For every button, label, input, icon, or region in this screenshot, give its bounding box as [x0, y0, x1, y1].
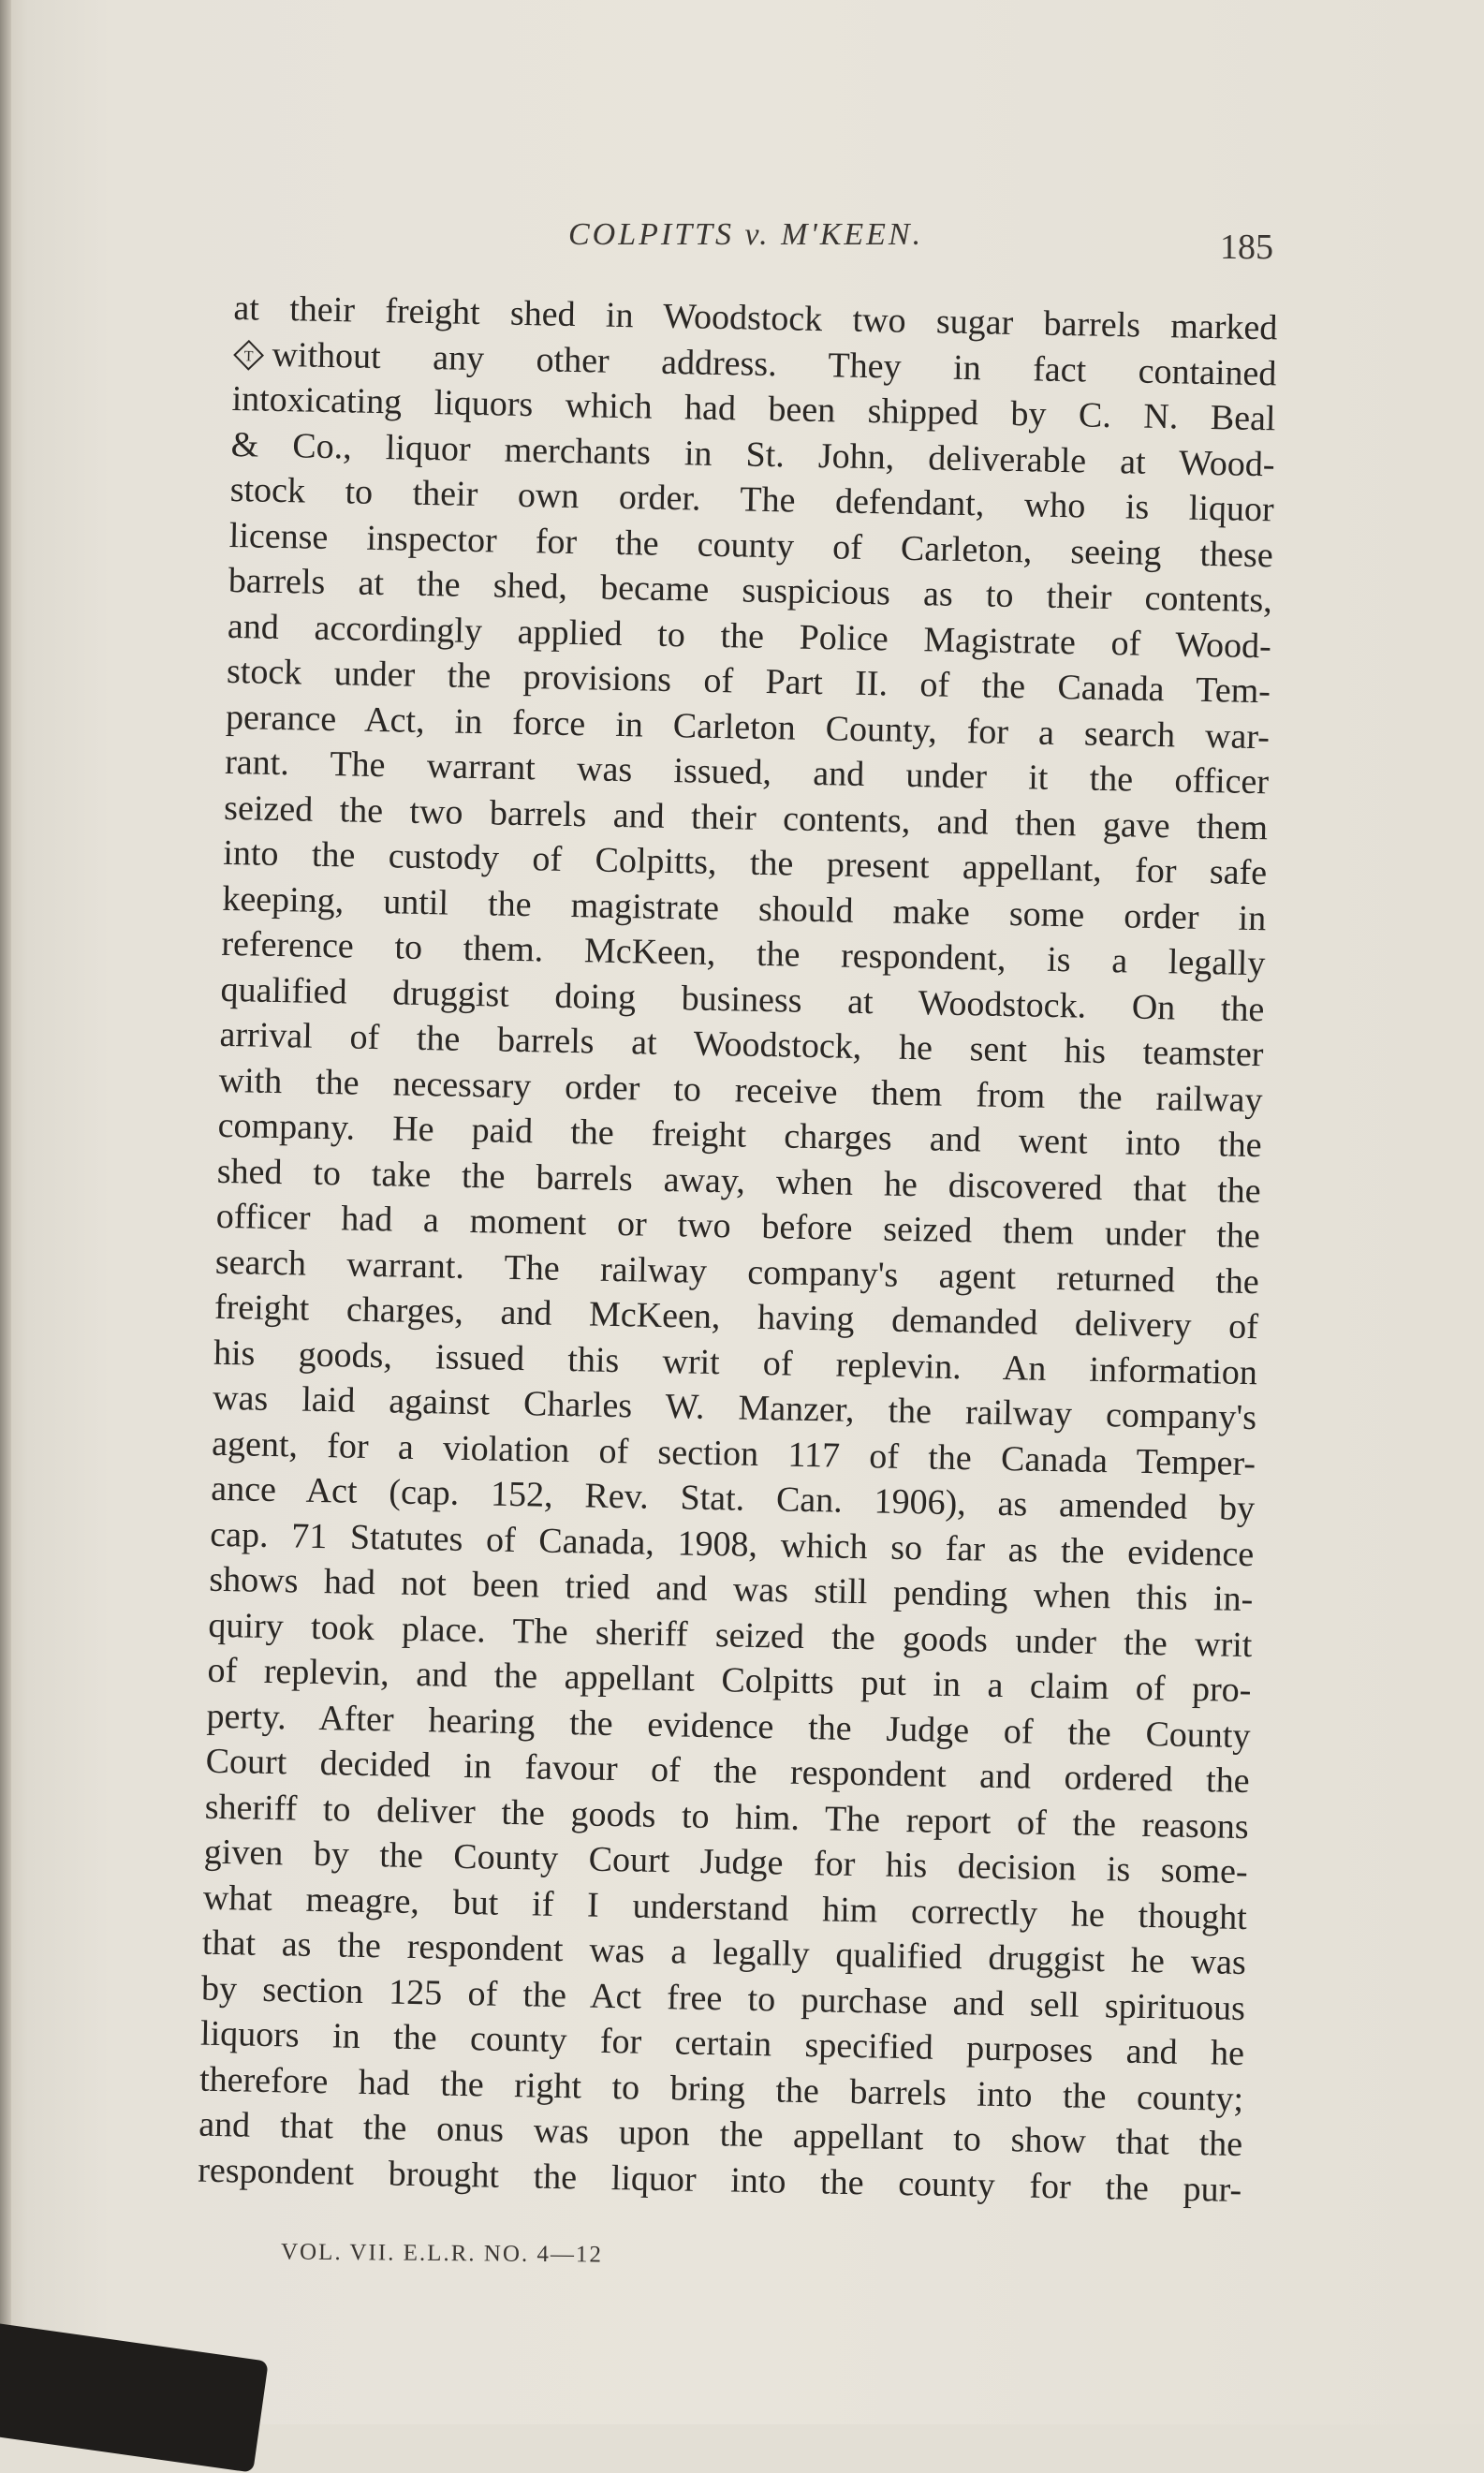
mark-letter: T — [243, 347, 254, 364]
running-head — [234, 217, 1273, 273]
text-line: and accordingly applied to the Police Magistrate of Wood- — [227, 606, 1272, 666]
text-line: his goods, issued this writ of replevin. An information — [213, 1332, 1258, 1392]
text-line: license inspector for the county of Carleton, seeing these — [228, 515, 1274, 575]
text-line: freight charges, and McKeen, having demanded delivery of — [213, 1287, 1259, 1347]
text-line: given by the County Court Judge for his decision is some- — [203, 1832, 1249, 1892]
text-line: sheriff to deliver the goods to him. The report of the reasons — [204, 1787, 1250, 1847]
text-line: quiry took place. The sheriff seized the goods under the writ — [208, 1605, 1253, 1665]
text-line: search warrant. The railway company's agent returned the — [214, 1242, 1260, 1302]
text-line: intoxicating liquors which had been shipped by C. N. Beal — [231, 378, 1276, 439]
text-line: stock under the provisions of Part II. of the Canada Tem- — [226, 651, 1271, 712]
text-line: with the necessary order to receive them from the railway — [218, 1060, 1263, 1120]
signature-line: VOL. VII. E.L.R. NO. 4—12 — [280, 2239, 604, 2268]
text-line: into the custody of Colpitts, the present appellant, for safe — [222, 832, 1268, 893]
text-line: barrels at the shed, became suspicious as to their contents, — [228, 560, 1273, 621]
text-line: ance Act (cap. 152, Rev. Stat. Can. 1906), as amended by — [210, 1468, 1256, 1529]
text-line: company. He paid the freight charges and went into the — [217, 1105, 1262, 1166]
text-line: by section 125 of the Act free to purchase and sell spirituous — [200, 1968, 1246, 2028]
text-line: arrival of the barrels at Woodstock, he sent his teamster — [219, 1014, 1264, 1075]
corner-shadow — [0, 2319, 269, 2472]
book-gutter — [0, 0, 11, 2424]
running-title: COLPITTS v. M'KEEN. — [568, 217, 924, 252]
text-line: and that the onus was upon the appellant to show that the — [198, 2104, 1243, 2165]
text-line: cap. 71 Statutes of Canada, 1908, which so far as the evidence — [209, 1514, 1255, 1574]
text-line: perance Act, in force in Carleton County, for a search war- — [225, 697, 1271, 757]
body-text — [198, 286, 1278, 2213]
page-number: 185 — [1220, 228, 1273, 267]
text-line: was laid against Charles W. Manzer, the railway company's — [212, 1377, 1257, 1438]
text-line: & Co., liquor merchants in St. John, deliverable at Wood- — [230, 424, 1275, 484]
text-line: Court decided in favour of the respondent and ordered the — [205, 1741, 1250, 1802]
text-line: shed to take the barrels away, when he discovered that the — [216, 1151, 1262, 1211]
text-line: shows had not been tried and was still pending when this in- — [209, 1559, 1254, 1620]
text-line: respondent brought the liquor into the county for the pur- — [197, 2150, 1242, 2210]
text-line: perty. After hearing the evidence the Judge of the County — [206, 1696, 1251, 1756]
text-line: reference to them. McKeen, the respondent, is a legally — [221, 923, 1266, 984]
diamond-mark-icon — [232, 338, 265, 371]
text-line: that as the respondent was a legally qualified druggist he was — [201, 1922, 1247, 1983]
text-line: what meagre, but if I understand him correctly he thought — [202, 1877, 1248, 1937]
text-line: therefore had the right to bring the barrels into the county; — [198, 2059, 1244, 2119]
text-line: of replevin, and the appellant Colpitts put in a claim of pro- — [207, 1650, 1252, 1711]
text-line: agent, for a violation of section 117 of the Canada Temper- — [211, 1423, 1256, 1483]
text-line: rant. The warrant was issued, and under it the officer — [224, 742, 1270, 802]
text-line: liquors in the county for certain specified purposes and he — [199, 2013, 1245, 2074]
text-line: officer had a moment or two before seized them under the — [215, 1196, 1261, 1257]
text-line: qualified druggist doing business at Woodstock. On the — [220, 969, 1265, 1029]
text-line: keeping, until the magistrate should make some order in — [222, 878, 1267, 938]
text-line-content: without any other address. They in fact contained — [272, 334, 1277, 393]
text-line: stock to their own order. The defendant, who is liquor — [229, 469, 1275, 530]
text-line: seized the two barrels and their contents, and then gave them — [223, 788, 1269, 847]
text-line: at their freight shed in Woodstock two sugar barrels marked — [233, 287, 1278, 348]
